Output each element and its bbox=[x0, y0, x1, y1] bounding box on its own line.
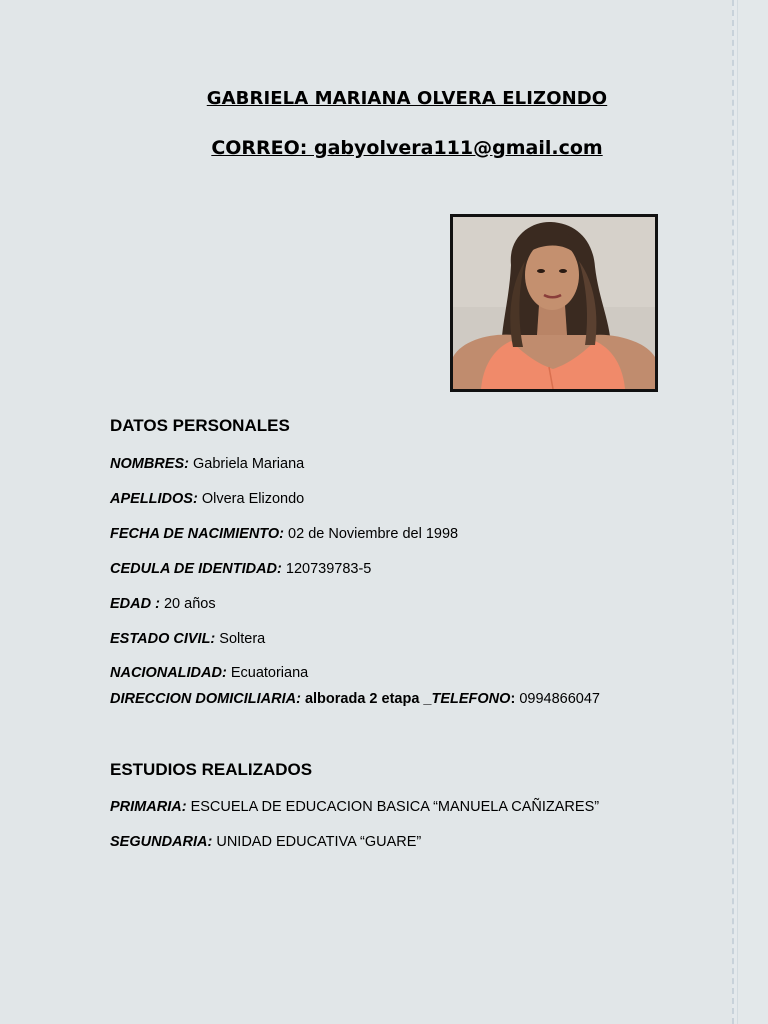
field-value: Gabriela Mariana bbox=[192, 456, 305, 472]
field-label: APELLIDOS: bbox=[110, 491, 198, 507]
field-label: SEGUNDARIA: bbox=[110, 834, 213, 850]
email-line: CORREO: gabyolvera111@gmail.com bbox=[211, 137, 603, 159]
field-primaria bbox=[110, 799, 599, 815]
field-label: ESTADO CIVIL: bbox=[110, 631, 216, 647]
field-label: PRIMARIA: bbox=[110, 799, 187, 815]
field-label: CEDULA DE IDENTIDAD: bbox=[110, 561, 282, 577]
address-value: alborada 2 etapa _ bbox=[304, 691, 432, 707]
field-value: UNIDAD EDUCATIVA “GUARE” bbox=[216, 834, 422, 850]
field-value: Olvera Elizondo bbox=[201, 491, 305, 507]
field-apellidos bbox=[110, 491, 304, 507]
field-value: 20 años bbox=[163, 596, 216, 612]
field-value: ESCUELA DE EDUCACION BASICA “MANUELA CAÑIZARES” bbox=[190, 799, 600, 815]
field-fecha-nacimiento bbox=[110, 526, 458, 542]
field-direccion bbox=[110, 691, 600, 707]
field-cedula bbox=[110, 561, 371, 577]
field-value: 120739783-5 bbox=[285, 561, 372, 577]
field-estado-civil bbox=[110, 631, 265, 647]
field-secundaria bbox=[110, 834, 421, 850]
field-value: Ecuatoriana bbox=[230, 665, 309, 681]
field-nombres bbox=[110, 456, 304, 472]
personal-data-heading: DATOS PERSONALES bbox=[110, 416, 290, 435]
phone-colon: : bbox=[510, 691, 516, 707]
document-title: GABRIELA MARIANA OLVERA ELIZONDO bbox=[206, 88, 608, 109]
field-value: Soltera bbox=[219, 631, 266, 647]
portrait-image bbox=[453, 217, 655, 389]
field-label: NACIONALIDAD: bbox=[110, 665, 227, 681]
profile-photo bbox=[450, 214, 658, 392]
phone-value: 0994866047 bbox=[519, 691, 600, 707]
studies-heading: ESTUDIOS REALIZADOS bbox=[110, 760, 313, 779]
phone-label: TELEFONO bbox=[431, 691, 511, 707]
field-edad bbox=[110, 596, 216, 612]
field-value: 02 de Noviembre del 1998 bbox=[288, 526, 459, 542]
field-nacionalidad bbox=[110, 665, 308, 681]
field-label: FECHA DE NACIMIENTO: bbox=[110, 526, 284, 542]
field-label: EDAD : bbox=[110, 596, 160, 612]
field-label: DIRECCION DOMICILIARIA: bbox=[110, 691, 301, 707]
field-label: NOMBRES: bbox=[110, 456, 189, 472]
